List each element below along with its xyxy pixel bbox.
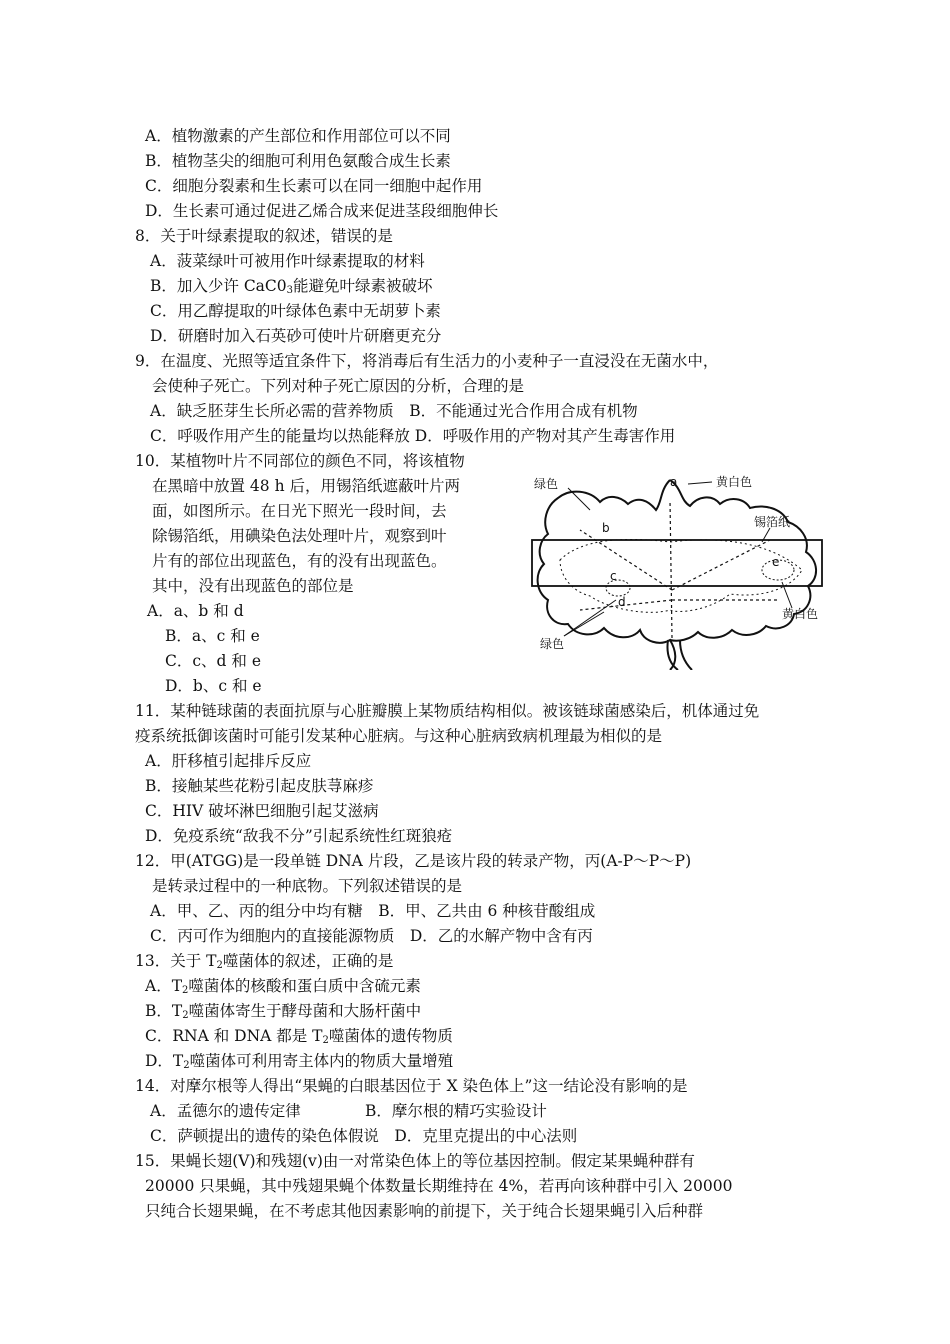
label-yellow-top: 黄白色 bbox=[716, 475, 753, 489]
label-tin-foil: 锡箔纸 bbox=[754, 515, 791, 529]
q10-stem-line5: 片有的部位出现蓝色，有的没有出现蓝色。 bbox=[152, 552, 447, 570]
q12-stem-line1: 12．甲(ATGG)是一段单链 DNA 片段，乙是该片段的转录产物，丙(A-P～P～P) bbox=[135, 852, 692, 870]
q10-stem-line2: 在黑暗中放置 48 h 后，用锡箔纸遮蔽叶片两 bbox=[152, 477, 460, 495]
q8-option-c: C．用乙醇提取的叶绿体色素中无胡萝卜素 bbox=[150, 302, 441, 320]
label-a: a bbox=[670, 475, 678, 489]
q13-stem: 13．关于 $T_2$噬菌体的叙述，正确的是 bbox=[135, 952, 394, 971]
label-green-bottom: 绿色 bbox=[540, 637, 565, 651]
q10-option-d: D．b、c 和 e bbox=[165, 677, 262, 695]
q14-options-cd: C．萨顿提出的遗传的染色体假说 D．克里克提出的中心法则 bbox=[150, 1127, 578, 1145]
leaf-figure bbox=[520, 470, 840, 670]
q10-stem-line4: 除锡箔纸，用碘染色法处理叶片，观察到叶 bbox=[152, 527, 447, 545]
q15-stem-line3: 只纯合长翅果蝇，在不考虑其他因素影响的前提下，关于纯合长翅果蝇引入后种群 bbox=[145, 1202, 704, 1220]
q11-stem-line1: 11．某种链球菌的表面抗原与心脏瓣膜上某物质结构相似。被该链球菌感染后，机体通过免 bbox=[135, 702, 760, 720]
q13-option-b: B．$T_2$噬菌体寄生于酵母菌和大肠杆菌中 bbox=[145, 1002, 422, 1021]
q14-stem: 14．对摩尔根等人得出“果蝇的白眼基因位于 X 染色体上”这一结论没有影响的是 bbox=[135, 1077, 688, 1095]
q12-options-ab: A．甲、乙、丙的组分中均有糖 B．甲、乙共由 6 种核苷酸组成 bbox=[150, 902, 596, 920]
q13-option-c: C．RNA 和 DNA 都是 $T_2$噬菌体的遗传物质 bbox=[145, 1027, 453, 1046]
q11-option-c: C．HIV 破坏淋巴细胞引起艾滋病 bbox=[145, 802, 379, 820]
q11-stem-line2: 疫系统抵御该菌时可能引发某种心脏病。与这种心脏病致病机理最为相似的是 bbox=[135, 727, 663, 745]
q9-stem-line1: 9．在温度、光照等适宜条件下，将消毒后有生活力的小麦种子一直浸没在无菌水中， bbox=[135, 352, 719, 370]
q9-stem-line2: 会使种子死亡。下列对种子死亡原因的分析，合理的是 bbox=[152, 377, 525, 395]
label-yellow-right: 黄白色 bbox=[782, 607, 819, 621]
q7-option-b: B．植物茎尖的细胞可利用色氨酸合成生长素 bbox=[145, 152, 451, 170]
q11-option-b: B．接触某些花粉引起皮肤荨麻疹 bbox=[145, 777, 374, 795]
q10-option-b: B．a、c 和 e bbox=[165, 627, 260, 645]
q9-options-cd: C．呼吸作用产生的能量均以热能释放 D．呼吸作用的产物对其产生毒害作用 bbox=[150, 427, 676, 445]
q11-option-a: A．肝移植引起排斥反应 bbox=[145, 752, 312, 770]
label-d: d bbox=[618, 595, 626, 609]
q12-options-cd: C．丙可作为细胞内的直接能源物质 D．乙的水解产物中含有丙 bbox=[150, 927, 593, 945]
q14-option-a: A．孟德尔的遗传定律 bbox=[150, 1102, 301, 1120]
q8-option-b: B．加入少许 $CaC0_3$能避免叶绿素被破坏 bbox=[150, 277, 433, 296]
label-c: c bbox=[610, 569, 617, 583]
q12-stem-line2: 是转录过程中的一种底物。下列叙述错误的是 bbox=[152, 877, 463, 895]
label-b: b bbox=[602, 521, 610, 535]
q10-option-a: A．a、b 和 d bbox=[147, 602, 244, 620]
q8-stem: 8．关于叶绿素提取的叙述，错误的是 bbox=[135, 227, 393, 245]
q7-option-c: C．细胞分裂素和生长素可以在同一细胞中起作用 bbox=[145, 177, 483, 195]
q7-option-a: A．植物激素的产生部位和作用部位可以不同 bbox=[145, 127, 451, 145]
q13-option-d: D．$T_2$噬菌体可利用寄主体内的物质大量增殖 bbox=[145, 1052, 454, 1071]
q15-stem-line1: 15．果蝇长翅(V)和残翅(v)由一对常染色体上的等位基因控制。假定某果蝇种群有 bbox=[135, 1152, 695, 1170]
q10-stem-line1: 10．某植物叶片不同部位的颜色不同，将该植物 bbox=[135, 452, 465, 470]
q10-stem-line3: 面，如图所示。在日光下照光一段时间，去 bbox=[152, 502, 447, 520]
q13-option-a: A．$T_2$噬菌体的核酸和蛋白质中含硫元素 bbox=[145, 977, 421, 996]
q15-stem-line2: 20000 只果蝇，其中残翅果蝇个体数量长期维持在 4%，若再向该种群中引入 20000 bbox=[145, 1177, 733, 1195]
q8-option-a: A．菠菜绿叶可被用作叶绿素提取的材料 bbox=[150, 252, 425, 270]
q14-option-b: B．摩尔根的精巧实验设计 bbox=[365, 1102, 547, 1120]
label-green-top: 绿色 bbox=[534, 477, 559, 491]
q10-option-c: C．c、d 和 e bbox=[165, 652, 261, 670]
label-e: e bbox=[772, 555, 780, 569]
q11-option-d: D．免疫系统“敌我不分”引起系统性红斑狼疮 bbox=[145, 827, 453, 845]
q8-option-d: D．研磨时加入石英砂可使叶片研磨更充分 bbox=[150, 327, 442, 345]
q9-options-ab: A．缺乏胚芽生长所必需的营养物质 B．不能通过光合作用合成有机物 bbox=[150, 402, 638, 420]
q10-stem-line6: 其中，没有出现蓝色的部位是 bbox=[152, 577, 354, 595]
q7-option-d: D．生长素可通过促进乙烯合成来促进茎段细胞伸长 bbox=[145, 202, 499, 220]
